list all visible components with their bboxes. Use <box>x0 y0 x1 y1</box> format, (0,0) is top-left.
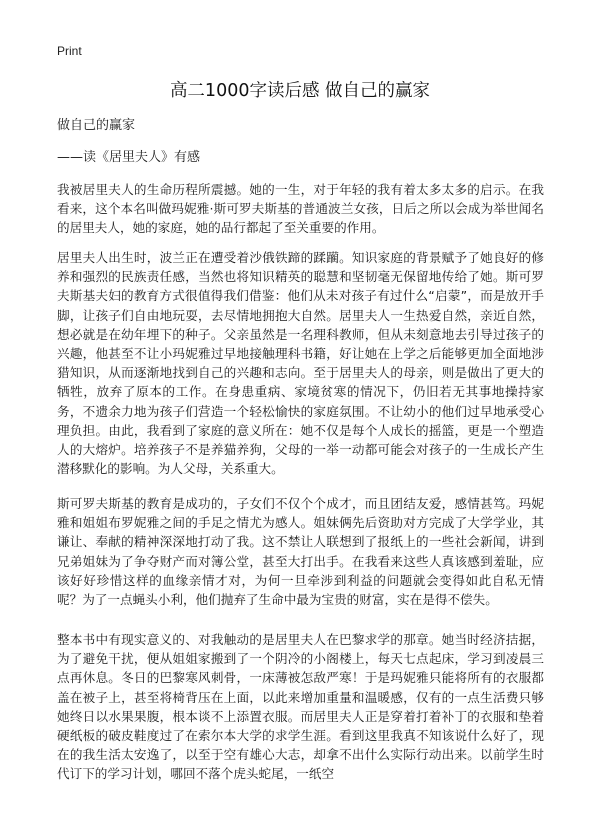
paragraph-4: 整本书中有现实意义的、对我触动的是居里夫人在巴黎求学的那章。她当时经济拮据，为了避免干扰，便从姐姐家搬到了一个阴冷的小阁楼上，每天七点起床，学习到凌晨三点再休息。冬日的巴黎寒风刺骨，一床薄被怎敌严寒！于是玛妮雅只能将所有的衣服都盖在被子上，甚至将椅背压在上面，以此来增加重量和温暖感，仅有的一点生活费只够她终日以水果果腹，根本谈不上添置衣服。而居里夫人正是穿着打着补丁的衣服和垫着硬纸板的破皮鞋度过了在索尔本大学的求学生涯。看到这里我真不知该说什么好了，现在的我生活太安逸了，以至于空有雄心大志，却拿不出什么实际行动出来。以前学生时代订下的学习计划，哪回不落个虎头蛇尾，一纸空 <box>57 632 544 782</box>
paragraph-1: 我被居里夫人的生命历程所震撼。她的一生，对于年轻的我有着太多太多的启示。在我看来，这个本名叫做玛妮雅·斯可罗夫斯基的普通波兰女孩，日后之所以会成为举世闻名的居里夫人，她的家庭，她的品行都起了至关重要的作用。 <box>57 182 544 236</box>
article-subtitle: ——读《居里夫人》有感 <box>57 150 201 165</box>
article-heading: 做自己的赢家 <box>57 118 136 133</box>
page-title: 高二1000字读后感 做自己的赢家 <box>169 81 431 101</box>
print-link[interactable]: Print <box>57 44 82 58</box>
paragraph-3: 斯可罗夫斯基的教育是成功的，子女们不仅个个成才，而且团结友爱，感情甚笃。玛妮雅和姐姐布罗妮雅之间的手足之情尤为感人。姐妹俩先后资助对方完成了大学学业，其谦让、奉献的精神深深地打动了我。这不禁让人联想到了报纸上的一些社会新闻，讲到兄弟姐妹为了争夺财产而对簿公堂，甚至大打出手。在我看来这些人真该感到羞耻，应该好好珍惜这样的血缘亲情才对，为何一旦牵涉到利益的问题就会变得如此自私无情呢？为了一点蝇头小利，他们抛弃了生命中最为宝贵的财富，实在是得不偿失。 <box>57 496 544 608</box>
paragraph-2: 居里夫人出生时，波兰正在遭受着沙俄铁蹄的蹂躏。知识家庭的背景赋予了她良好的修养和强烈的民族责任感，当然也将知识精英的聪慧和坚韧毫无保留地传给了她。斯可罗夫斯基夫妇的教育方式很值得我们借鉴：他们从未对孩子有过什么“启蒙”，而是放开手脚，让孩子们自由地玩耍，去尽情地拥抱大自然。居里夫人一生热爱自然，亲近自然，想必就是在幼年埋下的种子。父亲虽然是一名理科教师，但从未刻意地去引导过孩子的兴趣，他甚至不让小玛妮雅过早地接触理科书籍，好让她在上学之后能够更加全面地涉猎知识，从而逐渐地找到自己的兴趣和志向。至于居里夫人的母亲，则是做出了更大的牺牲，放弃了原本的工作。在身患重病、家境贫寒的情况下，仍旧若无其事地操持家务，不遗余力地为孩子们营造一个轻松愉快的家庭氛围。不让幼小的他们过早地承受心理负担。由此，我看到了家庭的意义所在：她不仅是每个人成长的摇篮，更是一个塑造人的大熔炉。培养孩子不是养猫养狗，父母的一举一动都可能会对孩子的一生成长产生潜移默化的影响。为人父母，关系重大。 <box>57 250 544 477</box>
